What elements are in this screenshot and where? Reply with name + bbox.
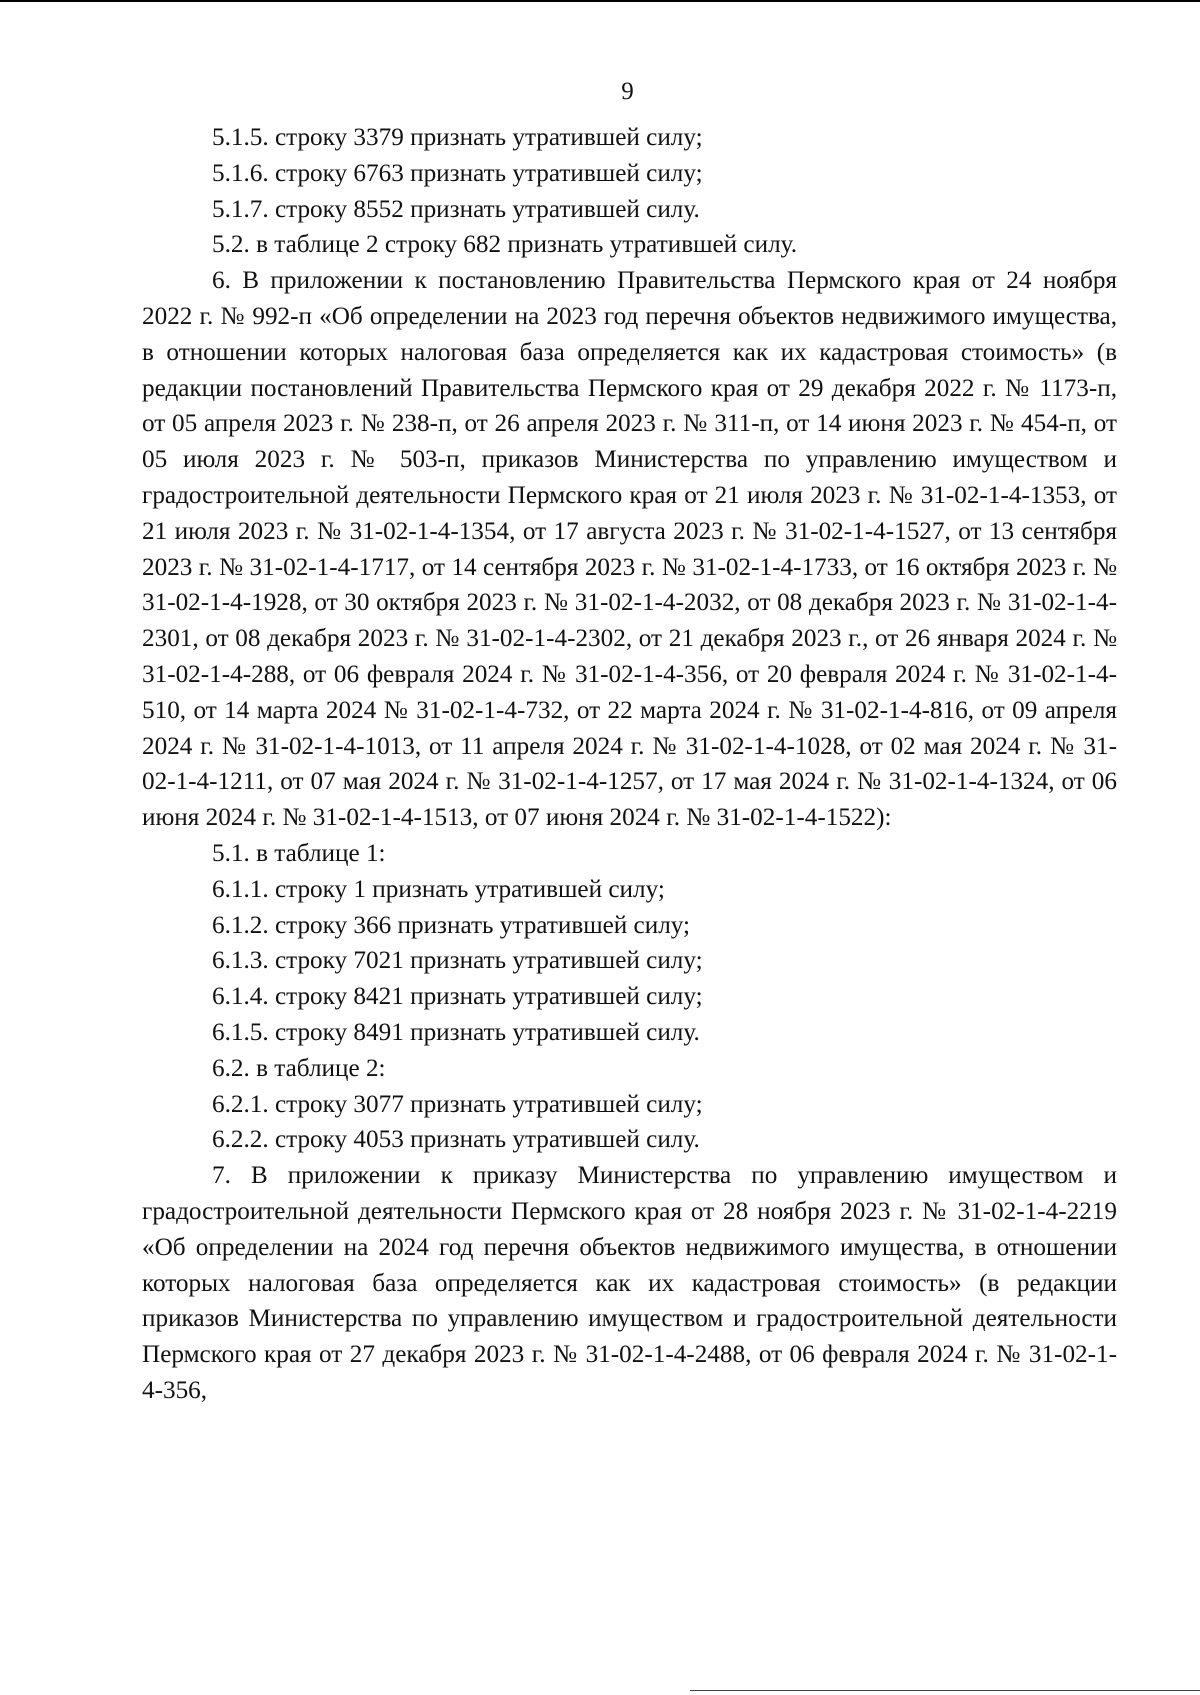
paragraph: 6.2. в таблице 2:	[212, 1054, 386, 1082]
paragraph: 6. В приложении к постановлению Правительства Пермского края от 24 ноября 2022 г. № 992-п «Об определении на 2023 год перечня объектов недвижимого имущества, в отношении которых налоговая база определяется как их кадастровая стоимость» (в редакции постановлений Правительства Пермского края от 29 декабря 2022 г. № 1173-п, от 05 апреля 2023 г. № 238-п, от 26 апреля 2023 г. № 311-п, от 14 июня 2023 г. № 454-п, от 05 июля 2023 г. № 503-п, приказов Министерства по управлению имуществом и градостроительной деятельности Пермского края от 21 июля 2023 г. № 31-02-1-4-1353, от 21 июля 2023 г. № 31-02-1-4-1354, от 17 августа 2023 г. № 31-02-1-4-1527, от 13 сентября 2023 г. № 31-02-1-4-1717, от 14 сентября 2023 г. № 31-02-1-4-1733, от 16 октября 2023 г. № 31-02-1-4-1928, от 30 октября 2023 г. № 31-02-1-4-2032, от 08 декабря 2023 г. № 31-02-1-4-2301, от 08 декабря 2023 г. № 31-02-1-4-2302, от 21 декабря 2023 г., от 26 января 2024 г. № 31-02-1-4-288, от 06 февраля 2024 г. № 31-02-1-4-356, от 20 февраля 2024 г. № 31-02-1-4-510, от 14 марта 2024 № 31-02-1-4-732, от 22 марта 2024 г. № 31-02-1-4-816, от 09 апреля 2024 г. № 31-02-1-4-1013, от 11 апреля 2024 г. № 31-02-1-4-1028, от 02 мая 2024 г. № 31-02-1-4-1211, от 07 мая 2024 г. № 31-02-1-4-1257, от 17 мая 2024 г. № 31-02-1-4-1324, от 06 июня 2024 г. № 31-02-1-4-1513, от 07 июня 2024 г. № 31-02-1-4-1522):	[142, 267, 1117, 832]
paragraph: 5.2. в таблице 2 строку 682 признать утратившей силу.	[212, 231, 798, 259]
scan-edge-bottom	[690, 1690, 1200, 1691]
scan-edge-top	[0, 0, 1200, 2]
paragraph: 6.1.2. строку 366 признать утратившей силу;	[212, 911, 691, 939]
paragraph: 7. В приложении к приказу Министерства по управлению имуществом и градостроительной деятельности Пермского края от 28 ноября 2023 г. № 31-02-1-4-2219 «Об определении на 2024 год перечня объектов недвижимого имущества, в отношении которых налоговая база определяется как их кадастровая стоимость» (в редакции приказов Министерства по управлению имуществом и градостроительной деятельности Пермского края от 27 декабря 2023 г. № 31-02-1-4-2488, от 06 февраля 2024 г. № 31-02-1-4-356,	[142, 1162, 1117, 1404]
paragraph: 5.1. в таблице 1:	[212, 839, 386, 867]
paragraph: 6.1.5. строку 8491 признать утратившей силу.	[212, 1018, 700, 1046]
paragraph: 5.1.7. строку 8552 признать утратившей силу.	[212, 195, 700, 223]
document-body	[142, 120, 1117, 1409]
paragraph: 6.1.1. строку 1 признать утратившей силу;	[212, 875, 665, 903]
paragraph: 6.1.3. строку 7021 признать утратившей силу;	[212, 947, 703, 975]
page-number: 9	[621, 78, 634, 105]
paragraph: 6.2.2. строку 4053 признать утратившей силу.	[212, 1126, 700, 1154]
paragraph: 5.1.6. строку 6763 признать утратившей силу;	[212, 159, 703, 187]
paragraph: 5.1.5. строку 3379 признать утратившей силу;	[212, 124, 703, 151]
paragraph: 6.1.4. строку 8421 признать утратившей силу;	[212, 983, 703, 1011]
paragraph: 6.2.1. строку 3077 признать утратившей силу;	[212, 1090, 703, 1118]
